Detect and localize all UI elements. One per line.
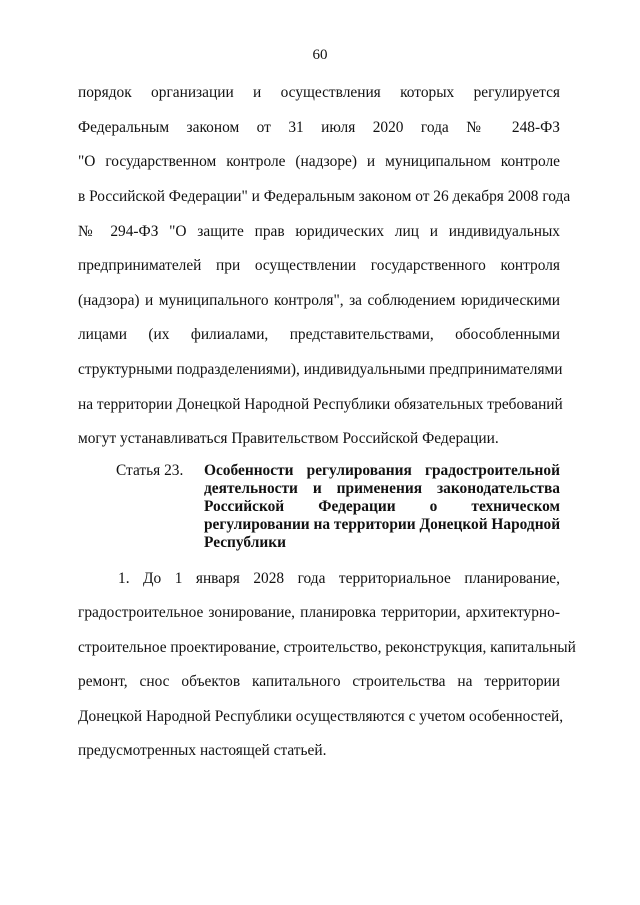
- paragraph-2-line: строительное проектирование, строительство, реконструкция, капитальный: [78, 639, 576, 656]
- page-number: 60: [312, 47, 328, 63]
- paragraph-2-line: 1. До 1 января 2028 года территориальное планирование,: [118, 570, 560, 587]
- article-title-line: Республики: [204, 534, 286, 551]
- article-title-line: Особенности регулирования градостроительной: [204, 462, 560, 479]
- paragraph-2-line: предусмотренных настоящей статьей.: [78, 742, 327, 759]
- paragraph-1-line: Федеральным законом от 31 июля 2020 года № 248-ФЗ: [78, 119, 560, 136]
- article-title: [204, 462, 560, 552]
- paragraph-1-line: (надзора) и муниципального контроля", за соблюдением юридическими: [78, 292, 560, 309]
- paragraph-1-line: "О государственном контроле (надзоре) и муниципальном контроле: [78, 153, 560, 170]
- paragraph-1-line: могут устанавливаться Правительством Российской Федерации.: [78, 430, 499, 447]
- paragraph-2-line: ремонт, снос объектов капитального строительства на территории: [78, 673, 560, 690]
- article-title-line: регулировании на территории Донецкой Народной: [204, 516, 561, 533]
- paragraph-1-line: порядок организации и осуществления которых регулируется: [78, 84, 560, 101]
- paragraph-1-line: в Российской Федерации" и Федеральным законом от 26 декабря 2008 года: [78, 188, 571, 205]
- paragraph-2-line: Донецкой Народной Республики осуществляются с учетом особенностей,: [78, 708, 564, 725]
- article-title-line: деятельности и применения законодательства: [204, 480, 560, 497]
- paragraph-2-line: градостроительное зонирование, планировка территории, архитектурно-: [78, 604, 560, 621]
- paragraph-1-line: № 294-ФЗ "О защите прав юридических лиц и индивидуальных: [78, 223, 560, 240]
- paragraph-1-line: предпринимателей при осуществлении государственного контроля: [78, 257, 560, 274]
- paragraph-1-line: структурными подразделениями), индивидуальными предпринимателями: [78, 361, 563, 378]
- paragraph-1-line: на территории Донецкой Народной Республики обязательных требований: [78, 396, 563, 413]
- paragraph-1-line: лицами (их филиалами, представительствами, обособленными: [78, 326, 560, 343]
- article-title-line: Российской Федерации о техническом: [204, 498, 560, 515]
- article-number: Статья 23.: [116, 462, 184, 479]
